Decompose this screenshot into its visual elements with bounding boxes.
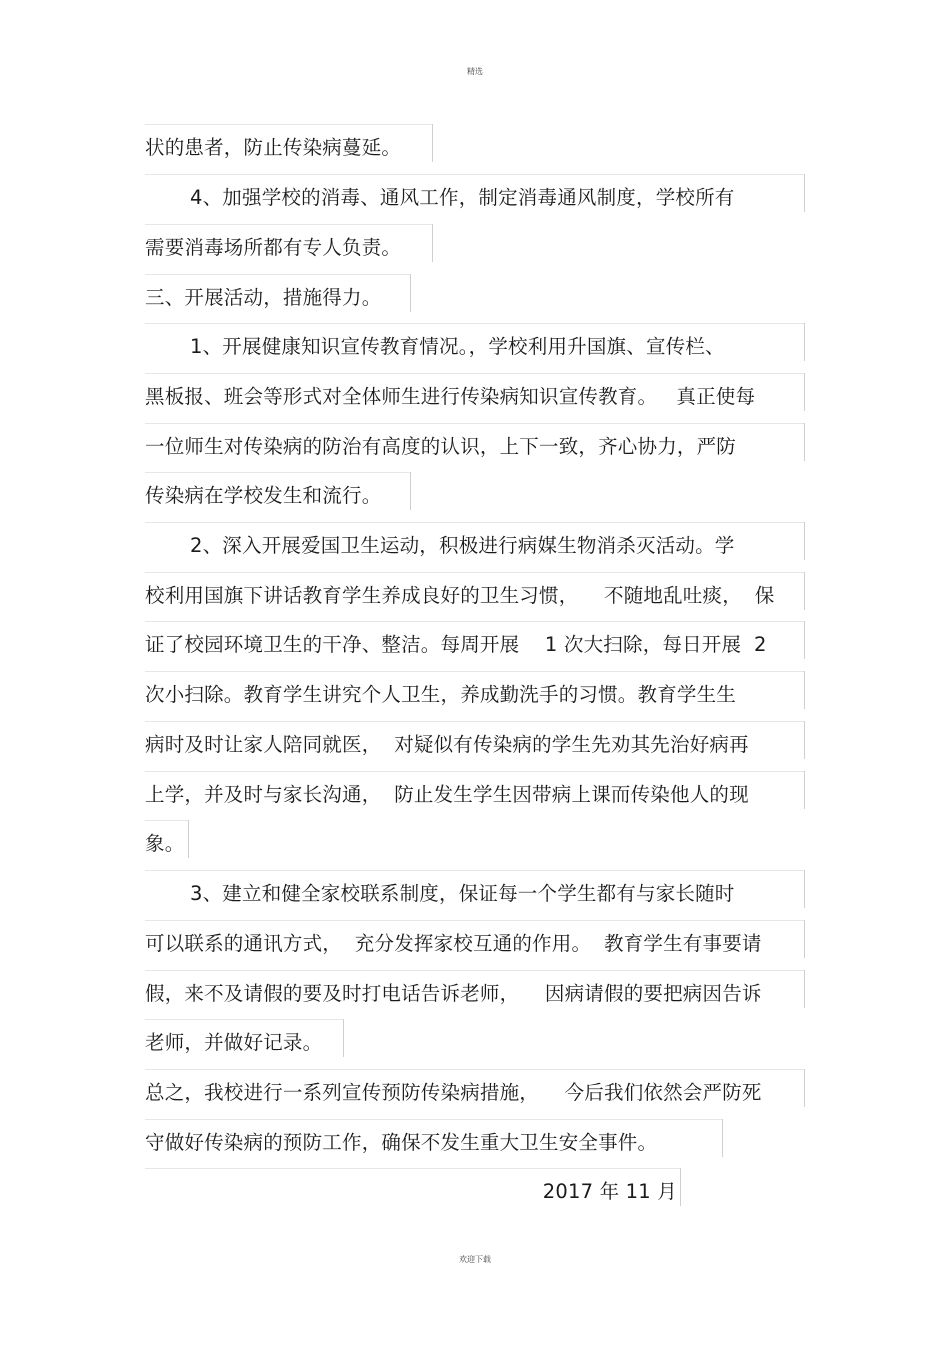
text-line: 象。 [145, 820, 189, 858]
header-watermark: 精选 [467, 67, 483, 76]
text-line: 病时及时让家人陪同就医， 对疑似有传染病的学生先劝其先治好病再 [145, 721, 805, 759]
text-line: 4、加强学校的消毒、通风工作，制定消毒通风制度，学校所有 [145, 174, 805, 212]
conclusion-line: 总之，我校进行一系列宣传预防传染病措施， 今后我们依然会严防死 [145, 1069, 805, 1107]
text-line: 状的患者，防止传染病蔓延。 [145, 124, 433, 162]
text-line: 黑板报、班会等形式对全体师生进行传染病知识宣传教育。 真正使每 [145, 373, 805, 411]
date-line: 2017 年 11 月 [145, 1168, 681, 1206]
text-line: 2、深入开展爱国卫生运动，积极进行病媒生物消杀灭活动。学 [145, 522, 805, 560]
text-line: 老师，并做好记录。 [145, 1019, 344, 1057]
text-line: 3、建立和健全家校联系制度，保证每一个学生都有与家长随时 [145, 870, 805, 908]
section-heading: 三、开展活动，措施得力。 [145, 274, 411, 312]
text-line: 校利用国旗下讲话教育学生养成良好的卫生习惯， 不随地乱吐痰， 保 [145, 572, 805, 610]
text-line: 证了校园环境卫生的干净、整洁。每周开展 1 次大扫除，每日开展 2 [145, 621, 805, 659]
text-line: 需要消毒场所都有专人负责。 [145, 224, 433, 262]
text-line: 假，来不及请假的要及时打电话告诉老师， 因病请假的要把病因告诉 [145, 970, 805, 1008]
text-line: 传染病在学校发生和流行。 [145, 472, 411, 510]
text-line: 一位师生对传染病的防治有高度的认识，上下一致，齐心协力，严防 [145, 423, 805, 461]
footer-watermark: 欢迎下载 [459, 1255, 491, 1264]
text-line: 1、开展健康知识宣传教育情况。，学校利用升国旗、宣传栏、 [145, 323, 805, 361]
text-line: 可以联系的通讯方式， 充分发挥家校互通的作用。 教育学生有事要请 [145, 920, 805, 958]
text-line: 次小扫除。教育学生讲究个人卫生，养成勤洗手的习惯。教育学生生 [145, 671, 805, 709]
conclusion-line: 守做好传染病的预防工作，确保不发生重大卫生安全事件。 [145, 1119, 723, 1157]
text-line: 上学，并及时与家长沟通， 防止发生学生因带病上课而传染他人的现 [145, 771, 805, 809]
